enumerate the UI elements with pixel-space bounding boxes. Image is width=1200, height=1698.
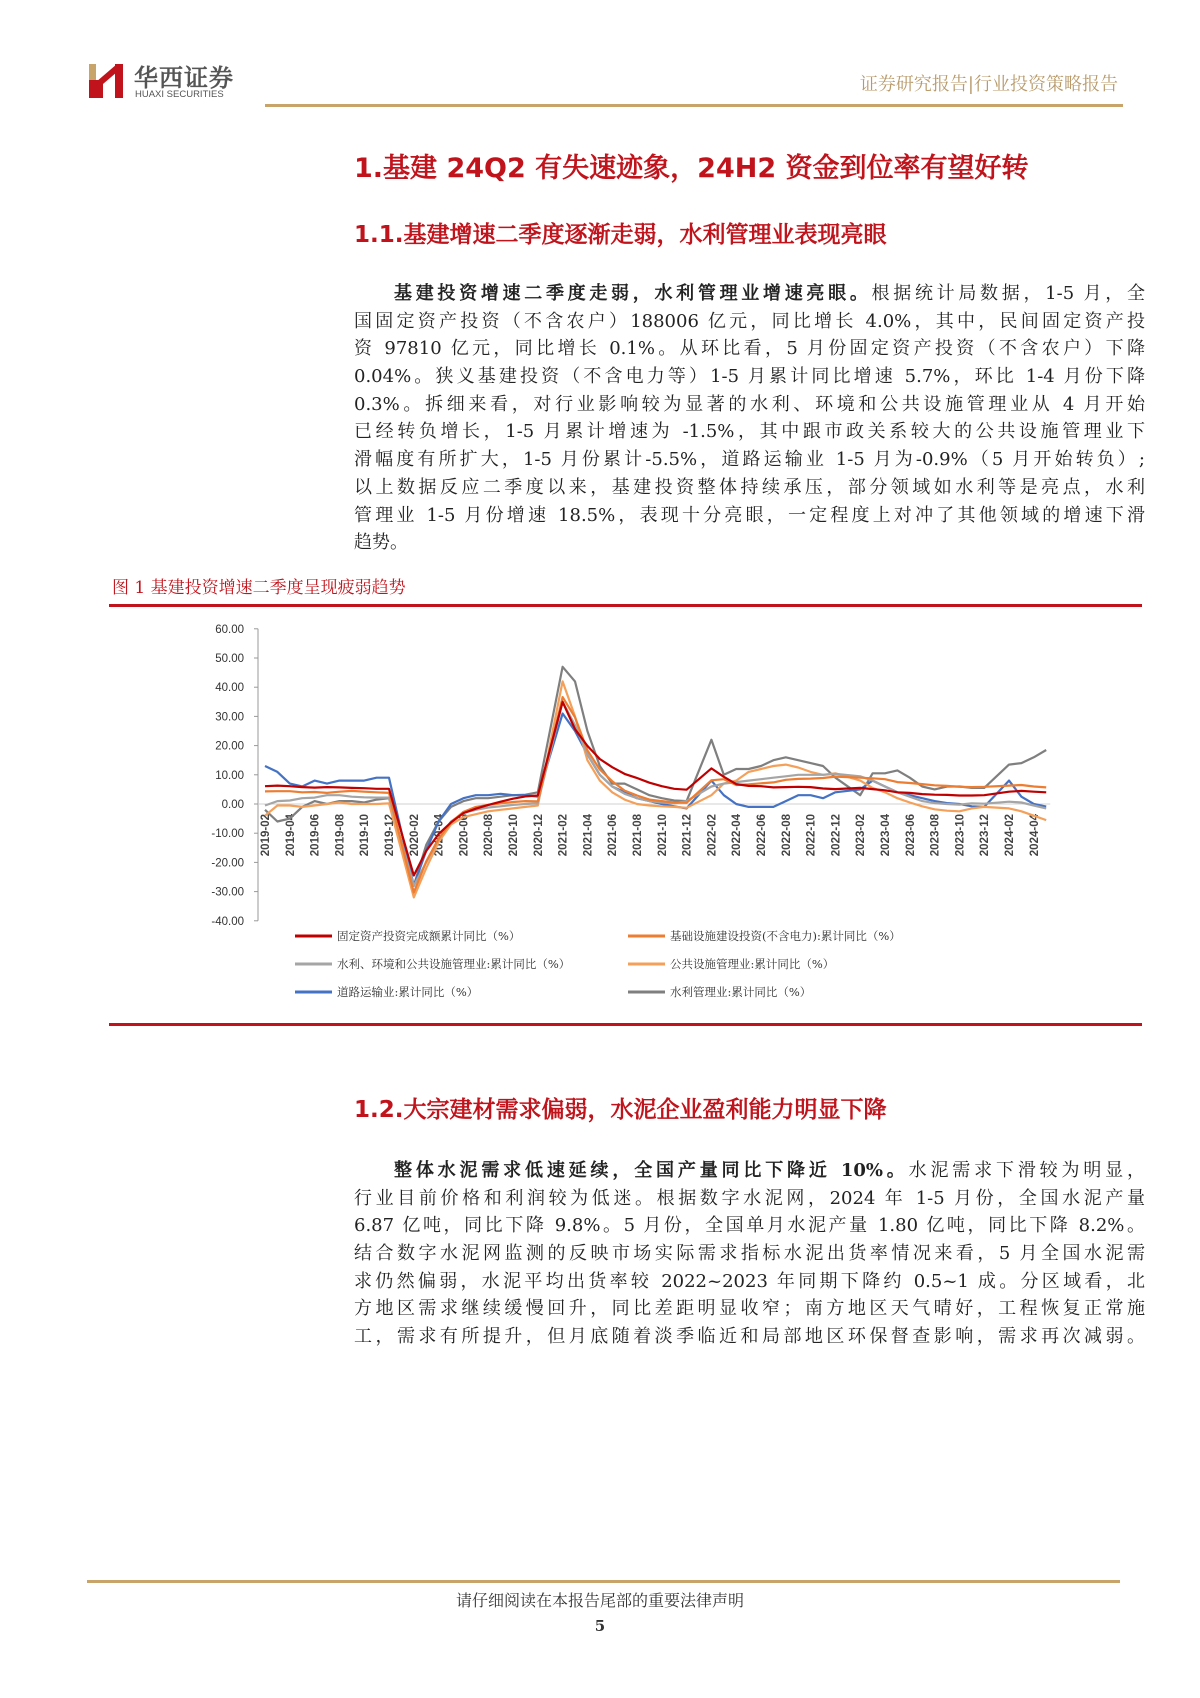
x-tick-label: 2020-04 [433,814,446,857]
legend-label: 水利、环境和公共设施管理业:累计同比（%） [337,957,571,971]
x-tick-label: 2024-04 [1028,814,1041,857]
footer-divider [87,1580,1120,1583]
header-divider [265,104,1123,107]
paragraph-line: 行业目前价格和利润较为低迷。根据数字水泥网，2024 年 1-5 月份，全国水泥产量 [354,1187,1145,1209]
x-tick-label: 2020-12 [532,814,545,857]
x-tick-label: 2023-08 [929,814,942,857]
y-tick-label: 0.00 [221,799,244,811]
x-tick-label: 2020-08 [483,814,496,857]
x-tick-label: 2023-06 [904,814,917,857]
paragraph-text: 根据统计局数据，1-5 月，全 [871,283,1145,304]
x-tick-label: 2021-04 [582,814,595,857]
legend-label: 固定资产投资完成额累计同比（%） [337,929,521,943]
x-tick-label: 2020-02 [408,814,421,857]
paragraph-line: 0.3%。拆细来看，对行业影响较为显著的水利、环境和公共设施管理业从 4 月开始 [354,393,1145,415]
paragraph-text: 水泥需求下滑较为明显， [908,1160,1145,1181]
x-tick-label: 2022-10 [805,814,818,857]
x-tick-label: 2021-10 [656,814,669,857]
logo-subtext: HUAXI SECURITIES [135,89,224,100]
footer-disclaimer: 请仔细阅读在本报告尾部的重要法律声明 [455,1591,744,1610]
x-tick-label: 2024-02 [1004,814,1016,857]
subsection-title: 1.2.大宗建材需求偏弱，水泥企业盈利能力明显下降 [354,1097,887,1123]
y-tick-label: -40.00 [211,915,244,928]
paragraph-line: 工，需求有所提升，但月底随着淡季临近和局部地区环保督查影响，需求再次减弱。 [354,1326,1145,1348]
paragraph-line: 资 97810 亿元，同比增长 0.1%。从环比看，5 月份固定资产投资（不含农户）下降 [354,338,1145,360]
paragraph-line: 方地区需求继续缓慢回升，同比差距明显收窄；南方地区天气晴好，工程恢复正常施 [354,1298,1145,1320]
x-tick-label: 2021-06 [607,814,620,857]
paragraph-line: 已经转负增长，1-5 月累计增速为 -1.5%，其中跟市政关系较大的公共设施管理业下 [354,421,1145,443]
y-tick-label: 30.00 [215,711,244,724]
x-tick-label: 2019-08 [334,814,347,857]
paragraph-line: 以上数据反应二季度以来，基建投资整体持续承压，部分领域如水利等是亮点，水利 [354,476,1145,498]
line-chart [0,600,1200,1020]
x-tick-label: 2019-12 [384,814,396,857]
report-type: 证券研究报告|行业投资策略报告 [859,74,1118,95]
legend-label: 水利管理业:累计同比（%） [670,985,812,999]
paragraph-line: 6.87 亿吨，同比下降 9.8%。5 月份，全国单月水泥产量 1.80 亿吨，同比下降 8.2%。 [354,1215,1145,1237]
paragraph-line: 求仍然偏弱，水泥平均出货率较 2022~2023 年同期下降约 0.5~1 成。分区域看，北 [354,1270,1145,1292]
x-tick-label: 2021-08 [632,814,644,857]
x-tick-label: 2021-02 [557,814,570,857]
y-tick-label: 10.00 [215,769,244,782]
paragraph-line: 滑幅度有所扩大，1-5 月份累计-5.5%，道路运输业 1-5 月为-0.9%（5 月开始转负）; [354,449,1145,471]
y-tick-label: -10.00 [211,828,244,841]
y-tick-label: -30.00 [211,886,244,899]
subsection-title: 1.1.基建增速二季度逐渐走弱，水利管理业表现亮眼 [354,222,887,248]
x-tick-label: 2023-02 [855,814,868,857]
x-tick-label: 2023-04 [880,814,892,857]
x-tick-label: 2019-06 [309,814,322,857]
x-tick-label: 2021-12 [681,814,694,857]
x-tick-label: 2020-10 [508,814,520,857]
x-tick-label: 2019-04 [284,814,297,857]
x-tick-label: 2023-12 [979,814,992,857]
logo-text: 华西证券 [134,63,234,92]
figure-caption: 图 1 基建投资增速二季度呈现疲弱趋势 [112,578,406,598]
y-tick-label: 60.00 [215,623,244,636]
x-tick-label: 2020-06 [458,814,471,857]
y-tick-label: -20.00 [211,857,244,870]
paragraph-line: 管理业 1-5 月份增速 18.5%，表现十分亮眼，一定程度上对冲了其他领域的增速下滑 [354,504,1145,526]
legend-label: 基础设施建设投资(不含电力):累计同比（%） [670,929,901,943]
x-tick-label: 2022-02 [706,814,719,857]
paragraph-lead: 整体水泥需求低速延续，全国产量同比下降近 10%。 [394,1160,909,1181]
x-tick-label: 2023-10 [954,814,967,857]
paragraph-line: 国固定资产投资（不含农户）188006 亿元，同比增长 4.0%，其中，民间固定资产投 [354,310,1145,332]
paragraph-line: 趋势。 [354,532,408,554]
y-tick-label: 40.00 [215,682,244,695]
paragraph-2 [354,1157,1145,1351]
paragraph-line [354,1157,1145,1185]
x-tick-label: 2022-08 [780,814,793,857]
x-tick-label: 2019-02 [260,814,272,857]
x-tick-label: 2022-04 [731,814,744,857]
y-tick-label: 20.00 [215,740,244,753]
paragraph-line: 0.04%。狭义基建投资（不含电力等）1-5 月累计同比增速 5.7%，环比 1-4 月份下降 [354,366,1145,388]
figure-bottom-rule [109,1023,1142,1026]
page-number: 5 [594,1617,606,1635]
y-tick-label: 50.00 [215,653,244,665]
section-title: 1.基建 24Q2 有失速迹象，24H2 资金到位率有望好转 [354,153,1029,184]
huaxi-logo-icon [87,60,127,100]
paragraph-line [354,280,1145,308]
x-tick-label: 2019-10 [359,814,372,857]
legend-label: 公共设施管理业:累计同比（%） [670,957,835,971]
x-tick-label: 2022-12 [830,814,843,857]
paragraph-lead: 基建投资增速二季度走弱，水利管理业增速亮眼。 [394,283,872,304]
paragraph-1 [354,280,1145,557]
legend-label: 道路运输业:累计同比（%） [337,985,479,999]
paragraph-line: 结合数字水泥网监测的反映市场实际需求指标水泥出货率情况来看，5 月全国水泥需 [354,1243,1145,1265]
x-tick-label: 2022-06 [756,814,768,857]
